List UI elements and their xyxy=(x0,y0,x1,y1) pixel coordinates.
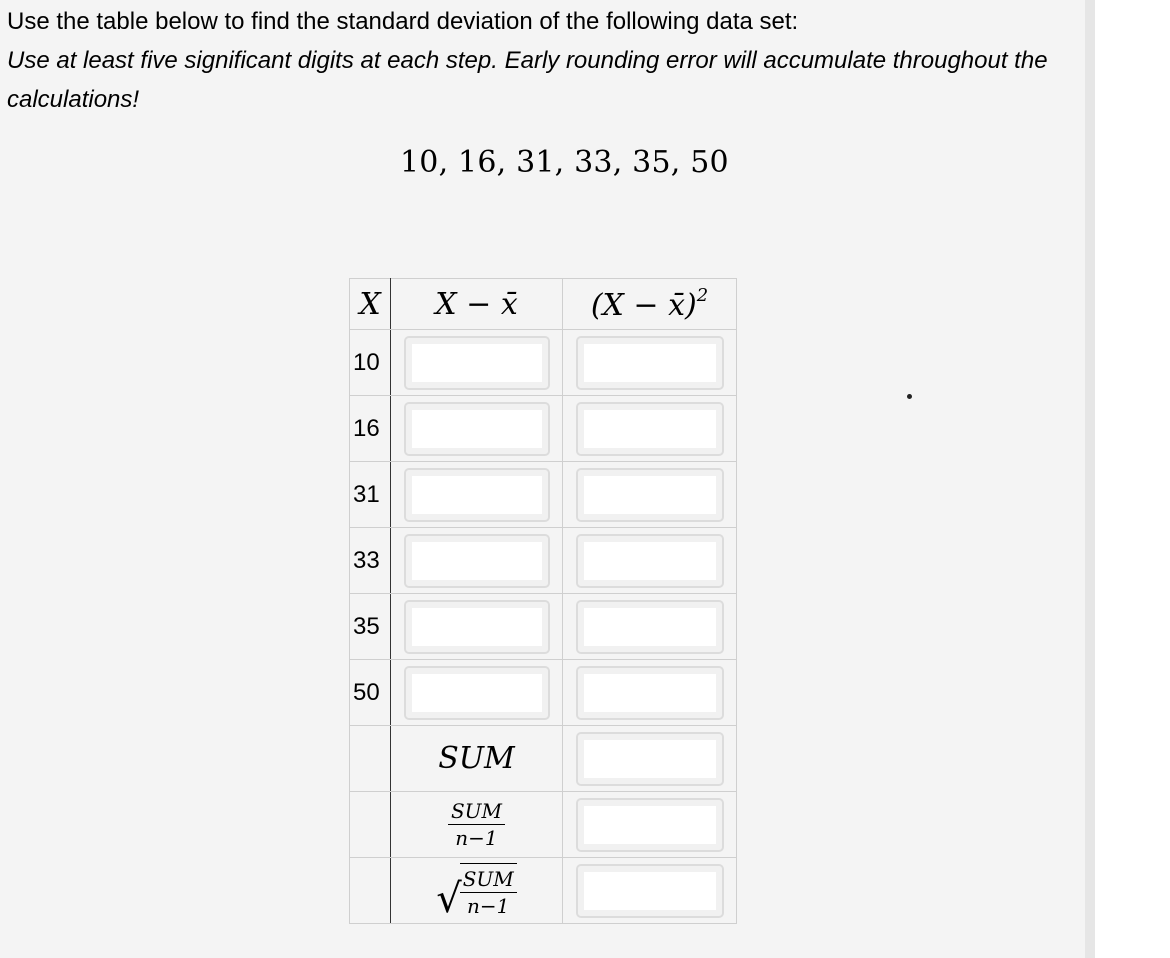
instructions xyxy=(7,2,1067,119)
squared-deviation-input[interactable] xyxy=(576,468,724,522)
header-deviation: X − x̄ xyxy=(391,279,563,330)
std-dev-label xyxy=(391,858,563,924)
deviation-input[interactable] xyxy=(404,336,550,390)
sum-label: SUM xyxy=(391,726,563,792)
deviation-input[interactable] xyxy=(404,468,550,522)
sum-input[interactable] xyxy=(576,732,724,786)
variance-input[interactable] xyxy=(576,798,724,852)
variance-label xyxy=(391,792,563,858)
deviation-input[interactable] xyxy=(404,402,550,456)
x-value: 50 xyxy=(350,660,391,726)
squared-deviation-input[interactable] xyxy=(576,402,724,456)
scroll-edge xyxy=(1085,0,1095,958)
deviation-input[interactable] xyxy=(404,534,550,588)
deviation-input[interactable] xyxy=(404,600,550,654)
table-row xyxy=(350,594,737,660)
header-x: X xyxy=(350,279,391,330)
square-root-expression: √ $\frac{\text{SUM}}{n-1}$ xyxy=(436,863,517,919)
deviation-input[interactable] xyxy=(404,666,550,720)
sum-over-n-minus-1-fraction: $\frac{\text{SUM}}{n-1}$ xyxy=(448,798,505,851)
x-value: 35 xyxy=(350,594,391,660)
variance-row xyxy=(350,792,737,858)
x-value: 33 xyxy=(350,528,391,594)
x-value: 31 xyxy=(350,462,391,528)
table-row xyxy=(350,396,737,462)
instruction-line-1: Use the table below to find the standard deviation of the following data set: xyxy=(7,8,799,35)
table-row xyxy=(350,528,737,594)
instruction-line-2: Use at least five significant digits at each step. Early rounding error will accumulate throughout the calculations! xyxy=(7,47,1048,113)
std-dev-row xyxy=(350,858,737,924)
radical-sign-icon: √ xyxy=(436,875,462,922)
stray-dot xyxy=(907,394,912,399)
x-value: 10 xyxy=(350,330,391,396)
right-margin xyxy=(1085,0,1170,958)
squared-deviation-input[interactable] xyxy=(576,600,724,654)
std-dev-table xyxy=(349,278,737,924)
table-row xyxy=(350,330,737,396)
std-dev-input[interactable] xyxy=(576,864,724,918)
x-value: 16 xyxy=(350,396,391,462)
header-squared-deviation: (X − x̄)$^2$ xyxy=(563,279,737,330)
table-row xyxy=(350,462,737,528)
data-set: 10, 16, 31, 33, 35, 50 xyxy=(400,145,729,180)
squared-deviation-input[interactable] xyxy=(576,336,724,390)
squared-deviation-input[interactable] xyxy=(576,534,724,588)
table-header-row xyxy=(350,279,737,330)
squared-deviation-input[interactable] xyxy=(576,666,724,720)
table-row xyxy=(350,660,737,726)
sum-row xyxy=(350,726,737,792)
